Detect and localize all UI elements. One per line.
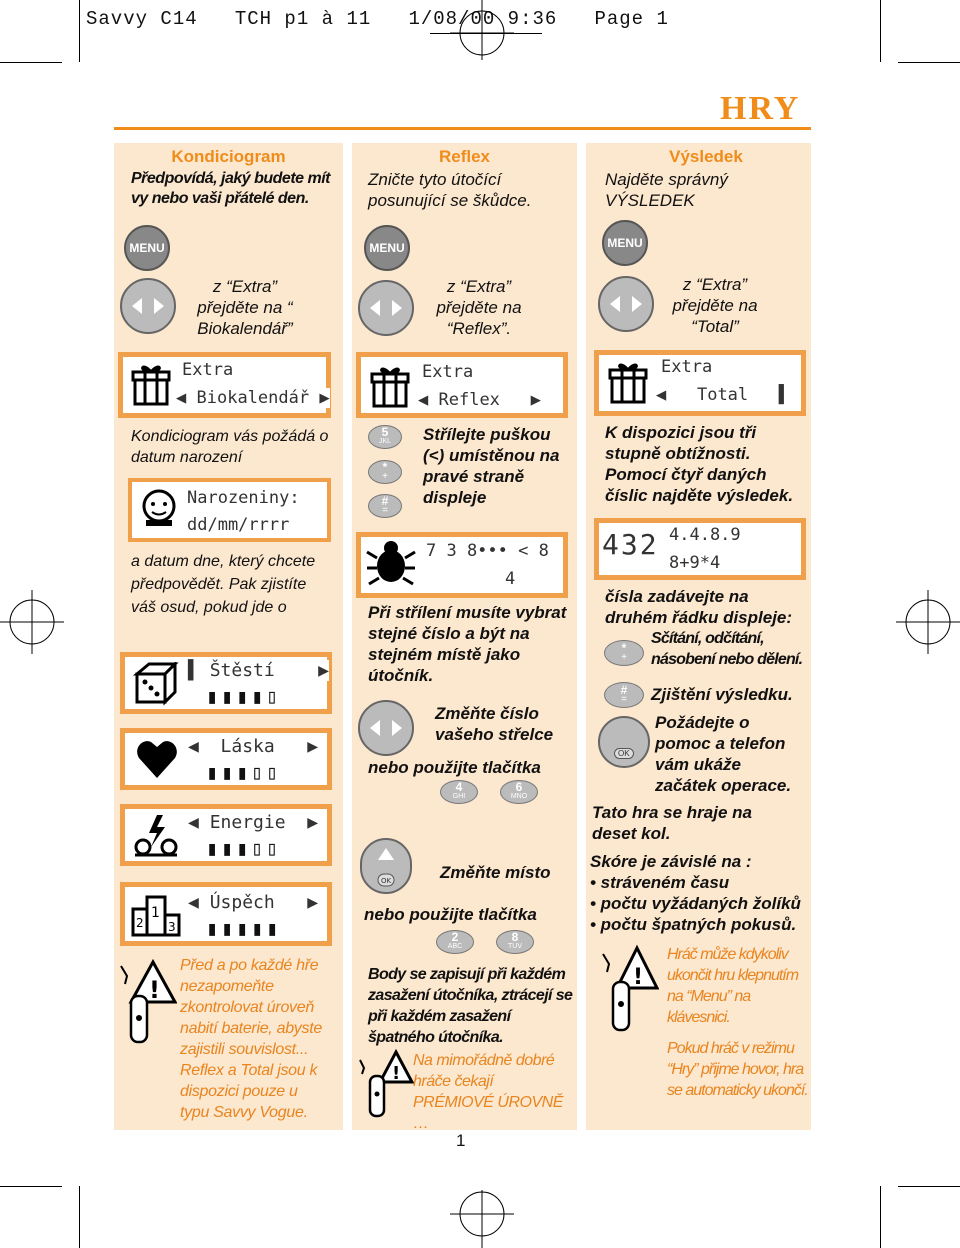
baby-icon — [136, 484, 182, 530]
nav-left-right-button[interactable] — [358, 700, 414, 756]
vysledek-ops-text: Sčítání, odčítání, násobení nebo dělení. — [651, 630, 803, 668]
lcd-row-1: Narozeniny: — [187, 488, 300, 508]
arrow-left-icon: ◀ — [176, 388, 187, 408]
section-rule — [114, 127, 811, 130]
lcd-row-2-text: Total — [696, 385, 749, 405]
cursor-icon: ▌ — [778, 385, 790, 405]
kondiciogram-ask: Kondiciogram vás požádá o datum narození — [131, 428, 329, 466]
reflex-shoot-text: Střílejte puškou (<) umístěnou na pravé straně displeje — [423, 425, 560, 507]
svg-text:2: 2 — [136, 916, 144, 930]
key-main: # — [620, 683, 628, 697]
key-hash[interactable] — [604, 682, 644, 708]
arrow-right-icon: ▶ — [318, 660, 329, 681]
reflex-or-keys-1: nebo použijte tlačítka — [368, 758, 541, 777]
left-right-arrows-icon — [360, 702, 412, 754]
vysledek-intro: Najděte správný VÝSLEDEK — [605, 170, 728, 210]
lcd-row-2-text: Biokalendář — [196, 388, 310, 408]
arrow-right-icon: ▶ — [319, 388, 330, 408]
gift-icon — [127, 360, 175, 408]
reflex-premium-text: Na mimořádně dobré hráče čekají PRÉMIOVÉ ÚROVNĚ … — [413, 1052, 563, 1132]
vysledek-nav-text: z “Extra” přejděte na “Total” — [672, 275, 758, 336]
dice-icon — [130, 660, 182, 708]
crop-mark — [79, 0, 80, 62]
reflex-nav-text: z “Extra” přejděte na “Reflex”. — [436, 277, 522, 338]
menu-button[interactable]: MENU — [364, 225, 410, 271]
key-sub: GHI — [452, 793, 466, 800]
warning-phone-icon — [116, 956, 178, 1046]
key-sub: + — [382, 471, 388, 482]
lcd-row-1: Extra — [182, 360, 234, 380]
arrow-right-icon: ▶ — [307, 892, 319, 913]
calc-row-2: 8+9*4 — [669, 553, 721, 573]
reflex-intro: Zničte tyto útočící posunující se škůdce. — [368, 170, 532, 210]
fortune-stesti-label: Štěstí — [209, 660, 275, 681]
vysledek-score-title: Skóre je závislé na : — [590, 852, 752, 871]
left-right-arrows-icon — [360, 282, 412, 334]
fortune-energie-label: Energie — [209, 812, 286, 833]
key-sub: MNO — [510, 793, 528, 800]
vysledek-title: Výsledek — [669, 147, 743, 166]
vysledek-help-text: Požádejte o pomoc a telefon vám ukáže začátek operace. — [655, 713, 792, 795]
crop-mark — [880, 1186, 881, 1248]
lcd-row-2 — [656, 385, 789, 405]
arrow-right-icon: ▶ — [307, 812, 319, 833]
kondiciogram-intro: Předpovídá, jaký budete mít vy nebo vaši přátelé den. — [131, 170, 330, 207]
vysledek-note-2: Pokud hráč v režimu “Hry” přijme hovor, hra se automaticky ukončí. — [667, 1040, 808, 1099]
key-main: 4 — [455, 780, 463, 794]
crop-mark — [0, 1186, 62, 1187]
fortune-label — [188, 812, 318, 833]
registration-mark-top — [450, 0, 514, 60]
score-item: • stráveném času — [590, 873, 730, 892]
podium-icon — [130, 890, 182, 938]
arrow-left-icon: ◀ — [188, 812, 199, 833]
reflex-score-text: Body se zapisují při každém zasažení útočníka, ztrácejí se při každém zasažení špatného útočníka. — [368, 966, 573, 1046]
registration-mark-bottom — [450, 1190, 514, 1248]
score-item: • počtu špatných pokusů. — [590, 915, 797, 934]
lcd-row-2 — [418, 390, 541, 410]
key-2[interactable] — [436, 930, 474, 954]
calc-row-1: 4.4.8.9 — [669, 525, 741, 545]
key-star[interactable] — [368, 460, 402, 484]
arrow-left-icon: ◀ — [656, 385, 667, 405]
lcd-row-1: Extra — [661, 357, 713, 377]
key-sub: = — [621, 694, 627, 705]
nav-left-right-button[interactable] — [358, 280, 414, 336]
key-main: # — [381, 494, 389, 508]
reflex-rule-text: Při střílení musíte vybrat stejné číslo a být na stejném místě jako útočník. — [368, 603, 567, 685]
svg-text:!: ! — [149, 976, 160, 1004]
key-sub: = — [382, 505, 388, 516]
up-arrow-icon — [362, 840, 410, 892]
crop-mark — [898, 62, 960, 63]
arrow-left-icon: ◀ — [188, 736, 199, 757]
key-main: 6 — [515, 780, 523, 794]
svg-text:!: ! — [392, 1063, 401, 1084]
key-star[interactable] — [604, 640, 644, 666]
fortune-label — [188, 660, 329, 681]
key-4[interactable] — [440, 780, 478, 804]
kondiciogram-then: a datum dne, který chcete předpovědět. Pak zjistíte váš osud, pokud jde o — [131, 553, 316, 616]
nav-up-down-button[interactable] — [360, 838, 412, 894]
bug-icon — [364, 538, 418, 588]
kondiciogram-title: Kondiciogram — [171, 147, 286, 166]
crop-mark — [79, 1186, 80, 1248]
section-title: HRY — [720, 90, 801, 127]
crop-mark — [898, 1186, 960, 1187]
crop-mark — [0, 62, 62, 63]
left-right-arrows-icon — [600, 278, 652, 330]
arrow-right-icon: ▶ — [307, 736, 319, 757]
nav-left-right-button[interactable] — [120, 278, 176, 334]
reflex-or-keys-2: nebo použijte tlačítka — [364, 905, 537, 924]
reflex-change-place: Změňte místo — [440, 863, 551, 882]
arrow-left-icon: ◀ — [188, 892, 199, 913]
warning-phone-icon — [598, 942, 660, 1034]
print-header: Savvy C14 TCH p1 à 11 1/08/00 9:36 Page 1 — [86, 8, 669, 30]
vysledek-note-1: Hráč může kdykoliv ukončit hru klepnutím na “Menu” na klávesnici. — [667, 946, 799, 1026]
arrow-right-icon: ▶ — [530, 390, 541, 410]
energy-icon — [130, 812, 182, 858]
key-hash[interactable] — [368, 494, 402, 518]
lcd-row-1: Extra — [422, 362, 474, 382]
key-main: 2 — [451, 930, 459, 944]
svg-text:!: ! — [633, 965, 644, 990]
key-main: * — [621, 641, 627, 655]
fortune-laska-label: Láska — [220, 736, 275, 757]
key-8[interactable] — [496, 930, 534, 954]
score-item: • počtu vyžádaných žolíků — [590, 894, 801, 913]
key-main: 5 — [381, 425, 389, 439]
key-6[interactable] — [500, 780, 538, 804]
arrow-left-icon: ▌ — [188, 660, 199, 681]
ok-label: OK — [614, 748, 634, 759]
fortune-uspech-label: Úspěch — [209, 892, 275, 913]
game-row-2: 4 — [505, 569, 516, 589]
key-sub: JKL — [378, 438, 392, 445]
vysledek-rounds-text: Tato hra se hraje na deset kol. — [592, 803, 752, 843]
kondiciogram-warning: Před a po každé hře nezapomeňte zkontrolovat úroveň nabití baterie, abyste zajistili souvislost... Reflex a Total jsou k dispozici pouze u typu Savvy Vogue. — [180, 957, 322, 1121]
key-5[interactable] — [368, 425, 402, 449]
lcd-row-2-text: Reflex — [438, 390, 500, 410]
key-sub: + — [621, 652, 627, 663]
key-sub: TUV — [508, 943, 522, 950]
svg-text:3: 3 — [168, 920, 176, 934]
crop-mark — [880, 0, 881, 62]
game-row-1: 7 3 8••• < 8 — [426, 541, 549, 561]
menu-button[interactable]: MENU — [602, 220, 648, 266]
fortune-bars: ▮▮▮▯▯ — [206, 836, 282, 860]
reflex-title: Reflex — [438, 147, 491, 166]
vysledek-result-text: Zjištění výsledku. — [651, 685, 793, 704]
reflex-change-number: Změňte číslo vašeho střelce — [435, 704, 554, 744]
key-sub: ABC — [447, 943, 463, 950]
key-main: 8 — [511, 930, 519, 944]
gift-icon — [604, 358, 652, 406]
left-right-arrows-icon — [122, 280, 174, 332]
fortune-bars: ▮▮▮▯▯ — [206, 760, 282, 784]
registration-mark-left — [0, 590, 64, 654]
svg-text:1: 1 — [151, 905, 160, 921]
calc-result: 432 — [602, 528, 659, 561]
nav-left-right-button[interactable] — [598, 276, 654, 332]
lcd-row-2: dd/mm/rrrr — [187, 515, 290, 535]
menu-button[interactable]: MENU — [124, 225, 170, 271]
svg-text:OK: OK — [381, 877, 392, 885]
vysledek-levels-text: K dispozici jsou tři stupně obtížnosti. Pomocí čtyř daných číslic najděte výsledek. — [605, 423, 794, 505]
fortune-bars: ▮▮▮▮▯ — [206, 684, 282, 708]
kondiciogram-nav-text: z “Extra” přejděte na “ Biokalendář” — [197, 277, 293, 338]
warning-phone-icon — [356, 1048, 414, 1120]
registration-mark-right — [896, 590, 960, 654]
vysledek-enter-text: čísla zadávejte na druhém řádku displeje: — [605, 587, 793, 627]
lcd-row-2 — [176, 388, 330, 408]
heart-icon — [134, 736, 180, 782]
arrow-left-icon: ◀ — [418, 390, 429, 410]
key-main: * — [382, 460, 388, 474]
fortune-label — [188, 736, 318, 757]
fortune-bars: ▮▮▮▮▮ — [206, 916, 282, 940]
fortune-label — [188, 892, 318, 913]
page-number: 1 — [456, 1131, 466, 1150]
gift-icon — [366, 362, 414, 410]
ok-button[interactable] — [598, 716, 650, 768]
